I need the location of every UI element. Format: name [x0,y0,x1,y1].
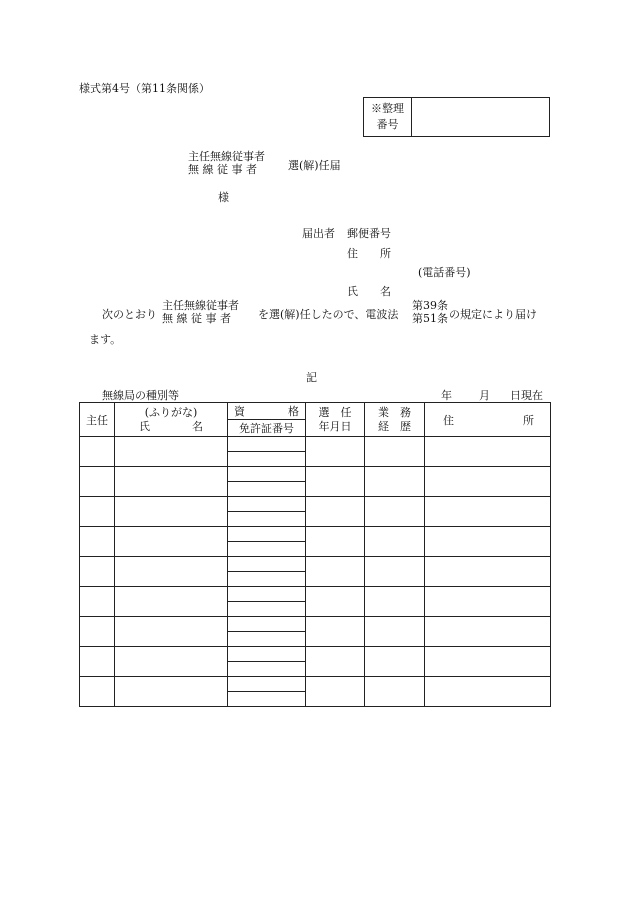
cell-shunin[interactable] [80,557,115,587]
cell-shunin[interactable] [80,527,115,557]
statement-role-line2: 無 線 従 事 者 [162,312,231,325]
seiri-number-field[interactable] [412,98,549,136]
applicant-label: 届出者 [302,227,335,240]
header-menkyo: 免許証番号 [228,420,306,437]
cell-address[interactable] [425,677,551,707]
header-shikaku [228,403,305,419]
cell-shikaku[interactable] [228,527,306,542]
cell-name[interactable] [115,617,228,647]
table-row [80,467,551,482]
table-row [80,647,551,662]
seiri-label-line1: ※整理 [371,102,404,115]
seiri-label [364,98,412,136]
cell-senin-date[interactable] [306,677,365,707]
addressee-sama: 様 [218,191,229,204]
cell-shikaku[interactable] [228,677,306,692]
cell-address[interactable] [425,617,551,647]
cell-address[interactable] [425,497,551,527]
postal-code-label: 郵便番号 [347,227,391,240]
station-type-label: 無線局の種別等 [102,389,179,402]
cell-career[interactable] [365,617,425,647]
cell-address[interactable] [425,557,551,587]
header-address-left: 住 [443,413,454,427]
cell-shikaku[interactable] [228,557,306,572]
header-shunin: 主任 [80,403,115,437]
title-stack [188,150,265,176]
header-nengappi: 年月日 [318,419,352,433]
table-header-row-1 [80,403,551,420]
statement-middle: を選(解)任したので、電波法 [258,308,399,321]
table-row [80,437,551,452]
cell-name[interactable] [115,497,228,527]
cell-address[interactable] [425,587,551,617]
statement-role-stack [162,299,239,325]
cell-name[interactable] [115,557,228,587]
table-row [80,527,551,542]
table-row [80,617,551,632]
table-row [80,497,551,512]
cell-shunin[interactable] [80,647,115,677]
cell-senin-date[interactable] [306,587,365,617]
cell-career[interactable] [365,557,425,587]
cell-shunin[interactable] [80,677,115,707]
cell-license-number[interactable] [228,692,306,707]
cell-name[interactable] [115,677,228,707]
address-label: 住 所 [347,247,391,260]
cell-shikaku[interactable] [228,587,306,602]
cell-license-number[interactable] [228,662,306,677]
cell-license-number[interactable] [228,632,306,647]
table-row [80,587,551,602]
header-gyomu-cell [365,403,425,437]
cell-shunin[interactable] [80,587,115,617]
cell-senin-date[interactable] [306,437,365,467]
statement-line2: ます。 [89,333,122,346]
cell-name[interactable] [115,437,228,467]
header-name-left: 氏 [139,419,150,433]
cell-senin-date[interactable] [306,647,365,677]
cell-career[interactable] [365,527,425,557]
seiri-number-box [363,97,550,137]
cell-license-number[interactable] [228,602,306,617]
addressee-field[interactable] [120,189,210,202]
header-senin: 選 任 [318,405,352,419]
phone-label: (電話番号) [418,266,471,279]
cell-address[interactable] [425,647,551,677]
cell-career[interactable] [365,587,425,617]
header-gyomu: 業 務 [378,405,411,419]
name-label: 氏 名 [347,285,391,298]
statement-prefix: 次のとおり [102,308,157,321]
cell-license-number[interactable] [228,452,306,467]
table-row [80,677,551,692]
title-suffix: 選(解)任届 [288,159,341,172]
cell-senin-date[interactable] [306,497,365,527]
cell-shikaku[interactable] [228,617,306,632]
header-name-right: 名 [192,419,203,433]
header-address-cell [425,403,551,437]
cell-senin-date[interactable] [306,617,365,647]
header-shikaku-left: 資 [234,405,245,418]
cell-senin-date[interactable] [306,467,365,497]
header-senin-cell [306,403,365,437]
statement-role-line1: 主任無線従事者 [162,299,239,312]
cell-license-number[interactable] [228,482,306,497]
cell-address[interactable] [425,437,551,467]
cell-shikaku[interactable] [228,497,306,512]
title-stack-line2: 無 線 従 事 者 [188,163,257,176]
cell-name[interactable] [115,527,228,557]
date-year: 年 [441,389,452,402]
statement-article-line1: 第39条 [412,299,448,312]
cell-career[interactable] [365,497,425,527]
cell-career[interactable] [365,467,425,497]
date-month: 月 [479,389,490,402]
statement-suffix: の規定により届け [449,308,537,321]
cell-shunin[interactable] [80,497,115,527]
cell-shikaku[interactable] [228,647,306,662]
cell-shunin[interactable] [80,467,115,497]
operator-table [79,402,551,707]
title-stack-line1: 主任無線従事者 [188,150,265,163]
cell-name[interactable] [115,467,228,497]
header-shikaku-right: 格 [288,405,299,418]
cell-shunin[interactable] [80,437,115,467]
cell-career[interactable] [365,677,425,707]
seiri-label-line2: 番号 [376,118,399,131]
cell-license-number[interactable] [228,572,306,587]
cell-career[interactable] [365,437,425,467]
cell-license-number[interactable] [228,542,306,557]
cell-address[interactable] [425,527,551,557]
operator-table-body [80,403,551,707]
header-address-right: 所 [523,413,534,427]
cell-license-number[interactable] [228,512,306,527]
cell-address[interactable] [425,467,551,497]
statement-article-stack [412,299,448,325]
header-address [425,412,550,428]
header-keireki: 経 歴 [378,419,411,433]
ki-label: 記 [306,371,317,384]
header-name [115,420,227,434]
cell-shikaku[interactable] [228,437,306,452]
form-label: 様式第4号（第11条関係） [79,82,210,95]
cell-shunin[interactable] [80,617,115,647]
cell-senin-date[interactable] [306,557,365,587]
header-shikaku-cell [228,403,306,420]
cell-shikaku[interactable] [228,467,306,482]
cell-name[interactable] [115,587,228,617]
cell-name[interactable] [115,647,228,677]
header-name-cell [115,403,228,437]
table-row [80,557,551,572]
cell-career[interactable] [365,647,425,677]
date-day-suffix: 日現在 [510,389,543,402]
statement-article-line2: 第51条 [412,312,448,325]
cell-senin-date[interactable] [306,527,365,557]
header-furigana: (ふりがな) [144,405,198,419]
